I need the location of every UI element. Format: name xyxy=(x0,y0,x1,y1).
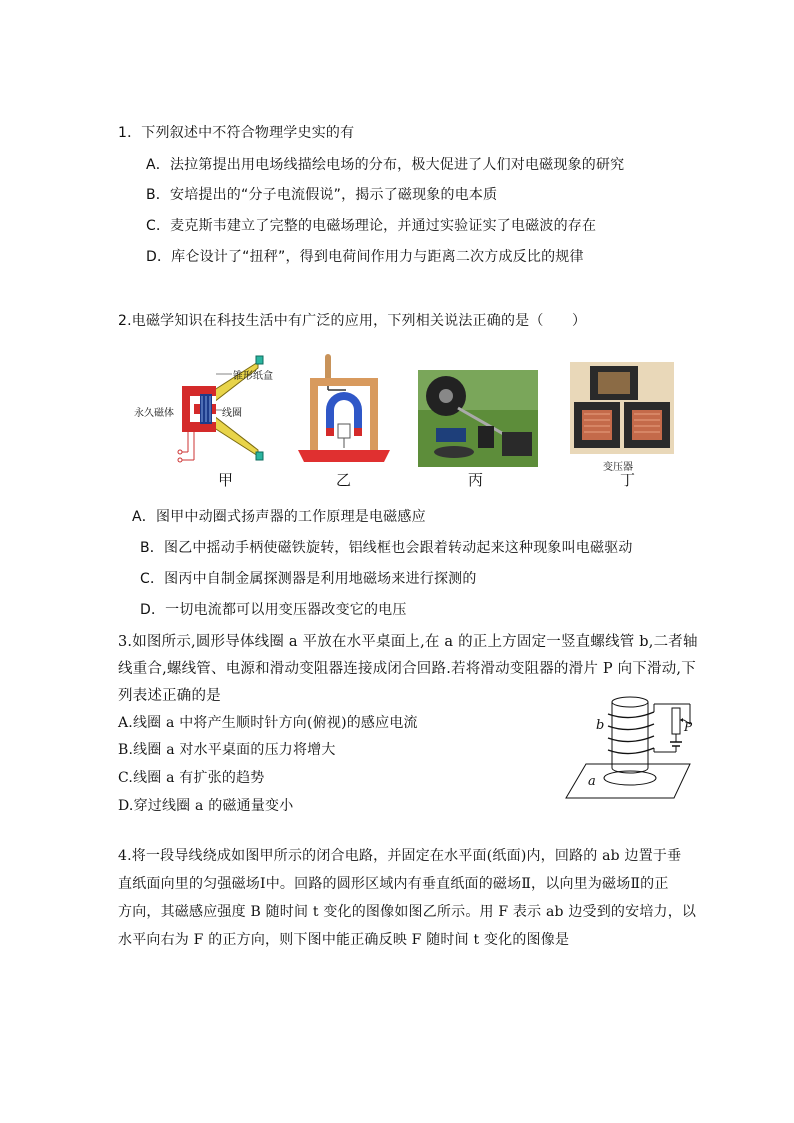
q1-option-d: D．库仑设计了“扭秤”，得到电荷间作用力与距离二次方成反比的规律 xyxy=(146,249,584,265)
magnet-label: 永久磁体 xyxy=(134,408,174,419)
q1-stem: 1．下列叙述中不符合物理学史实的有 xyxy=(118,125,355,141)
q3-option-a: A.线圈 a 中将产生顺时针方向(俯视)的感应电流 xyxy=(118,715,418,731)
coil-label: 线圈 xyxy=(222,408,242,419)
q4-stem-line2: 直纸面向里的匀强磁场Ⅰ中。回路的圆形区域内有垂直纸面的磁场Ⅱ，以向里为磁场Ⅱ的正 xyxy=(118,876,669,892)
q1-option-c: C．麦克斯韦建立了完整的电磁场理论，并通过实验证实了电磁波的存在 xyxy=(146,218,597,234)
q3-option-c: C.线圈 a 有扩张的趋势 xyxy=(118,770,265,786)
coil-label-a: a xyxy=(588,774,596,789)
solenoid-label-b: b xyxy=(596,718,605,733)
q2-option-c: C．图丙中自制金属探测器是利用地磁场来进行探测的 xyxy=(140,571,477,587)
magnet-rotor-figure xyxy=(298,352,390,467)
solenoid-figure xyxy=(562,690,702,802)
q2-option-d: D．一切电流都可以用变压器改变它的电压 xyxy=(140,602,407,618)
slider-label-p: P xyxy=(684,720,693,734)
q3-stem-line1: 3.如图所示,圆形导体线圈 a 平放在水平桌面上,在 a 的正上方固定一竖直螺线管 b,二者轴 xyxy=(118,634,698,650)
q4-stem-line4: 水平向右为 F 的正方向，则下图中能正确反映 F 随时间 t 变化的图像是 xyxy=(118,932,570,948)
caption-bing: 丙 xyxy=(468,471,484,489)
q3-stem-line3: 列表述正确的是 xyxy=(118,688,221,704)
q2-option-a: A．图甲中动圈式扬声器的工作原理是电磁感应 xyxy=(132,509,426,525)
transformer-figure xyxy=(570,362,674,454)
cone-label: 锥形纸盒 xyxy=(233,371,273,382)
q4-stem-line1: 4.将一段导线绕成如图甲所示的闭合电路，并固定在水平面(纸面)内，回路的 ab 边置于垂 xyxy=(118,848,682,864)
caption-yi: 乙 xyxy=(336,471,352,489)
q3-option-d: D.穿过线圈 a 的磁通量变小 xyxy=(118,798,294,814)
transformer-label: 变压器 xyxy=(603,462,633,473)
q2-stem: 2.电磁学知识在科技生活中有广泛的应用，下列相关说法正确的是（ ） xyxy=(118,313,587,329)
caption-jia: 甲 xyxy=(218,471,234,489)
speaker-figure xyxy=(130,352,290,467)
q2-option-b: B．图乙中摇动手柄使磁铁旋转，铝线框也会跟着转动起来这种现象叫电磁驱动 xyxy=(140,540,633,556)
q3-stem-line2: 线重合,螺线管、电源和滑动变阻器连接成闭合回路.若将滑动变阻器的滑片 P 向下滑动,下 xyxy=(118,661,696,677)
q3-option-b: B.线圈 a 对水平桌面的压力将增大 xyxy=(118,742,336,758)
q1-option-a: A．法拉第提出用电场线描绘电场的分布，极大促进了人们对电磁现象的研究 xyxy=(146,157,625,173)
q1-option-b: B．安培提出的“分子电流假说”，揭示了磁现象的电本质 xyxy=(146,187,498,203)
metal-detector-figure xyxy=(418,370,538,467)
caption-ding: 丁 xyxy=(620,471,636,489)
q4-stem-line3: 方向，其磁感应强度 B 随时间 t 变化的图像如图乙所示。用 F 表示 ab 边受到的安培力，以 xyxy=(118,904,697,920)
